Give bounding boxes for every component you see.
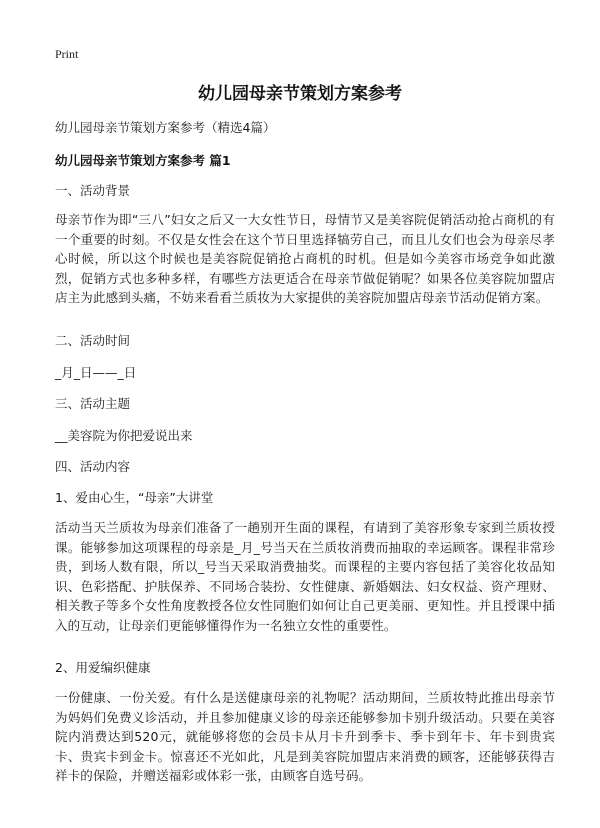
- paragraph-health: 一份健康、一份关爱。有什么是送健康母亲的礼物呢？活动期间，兰质妆特此推出母亲节为妈妈们免费义诊活动，并且参加健康义诊的母亲还能够参加卡别升级活动。只要在美容院内消费达到520元，就能够将您的会员卡从月卡升到季卡、季卡到年卡、年卡到贵宾卡、贵宾卡到金卡。惊喜还不光如此，凡是到美容院加盟店来消费的顾客，还能够获得吉祥卡的保险，并赠送福彩或体彩一张，由顾客自选号码。: [55, 690, 555, 784]
- page-title: 幼儿园母亲节策划方案参考: [198, 84, 402, 104]
- print-link[interactable]: Print: [55, 47, 79, 61]
- document-subtitle: 幼儿园母亲节策划方案参考（精选4篇）: [55, 120, 276, 135]
- activity-theme: __美容院为你把爱说出来: [55, 428, 193, 443]
- activity-time: _月_日——_日: [55, 365, 137, 380]
- section-heading-content: 四、活动内容: [55, 459, 131, 474]
- article-heading: 幼儿园母亲节策划方案参考 篇1: [55, 153, 231, 168]
- section-heading-theme: 三、活动主题: [55, 396, 131, 411]
- section-heading-time: 二、活动时间: [55, 333, 131, 348]
- paragraph-lecture: 活动当天兰质妆为母亲们准备了一趟别开生面的课程，有请到了美容形象专家到兰质妆授课。能够参加这项课程的母亲是_月_号当天在兰质妆消费而抽取的幸运顾客。课程非常珍贵，到场人数有限，所以_号当天采取消费抽奖。而课程的主要内容包括了美容化妆品知识、色彩搭配、护肤保养、不同场合装扮、女性健康、新婚姻法、妇女权益、资产理财、相关教子等多个女性角度教授各位女性同胞们如何让自己更美丽、更知性。并且授课中插入的互动，让母亲们更能够懂得作为一名独立女性的重要性。: [55, 520, 555, 633]
- paragraph-background: 母亲节作为即“三八”妇女之后又一大女性节日，母情节又是美容院促销活动抢占商机的有一个重要的时刻。不仅是女性会在这个节日里选择犒劳自己，而且儿女们也会为母亲尽孝心时候，所以这个时候也是美容院促销抢占商机的时机。但是如今美容市场竞争如此激烈，促销方式也多种多样，有哪些方法更适合在母亲节做促销呢？如果各位美容院加盟店店主为此感到头痛，不妨来看看兰质妆为大家提供的美容院加盟店母亲节活动促销方案。: [55, 212, 555, 306]
- item-heading-health: 2、用爱编织健康: [55, 660, 151, 675]
- section-heading-background: 一、活动背景: [55, 183, 131, 198]
- item-heading-lecture: 1、爱由心生，“母亲”大讲堂: [55, 490, 214, 505]
